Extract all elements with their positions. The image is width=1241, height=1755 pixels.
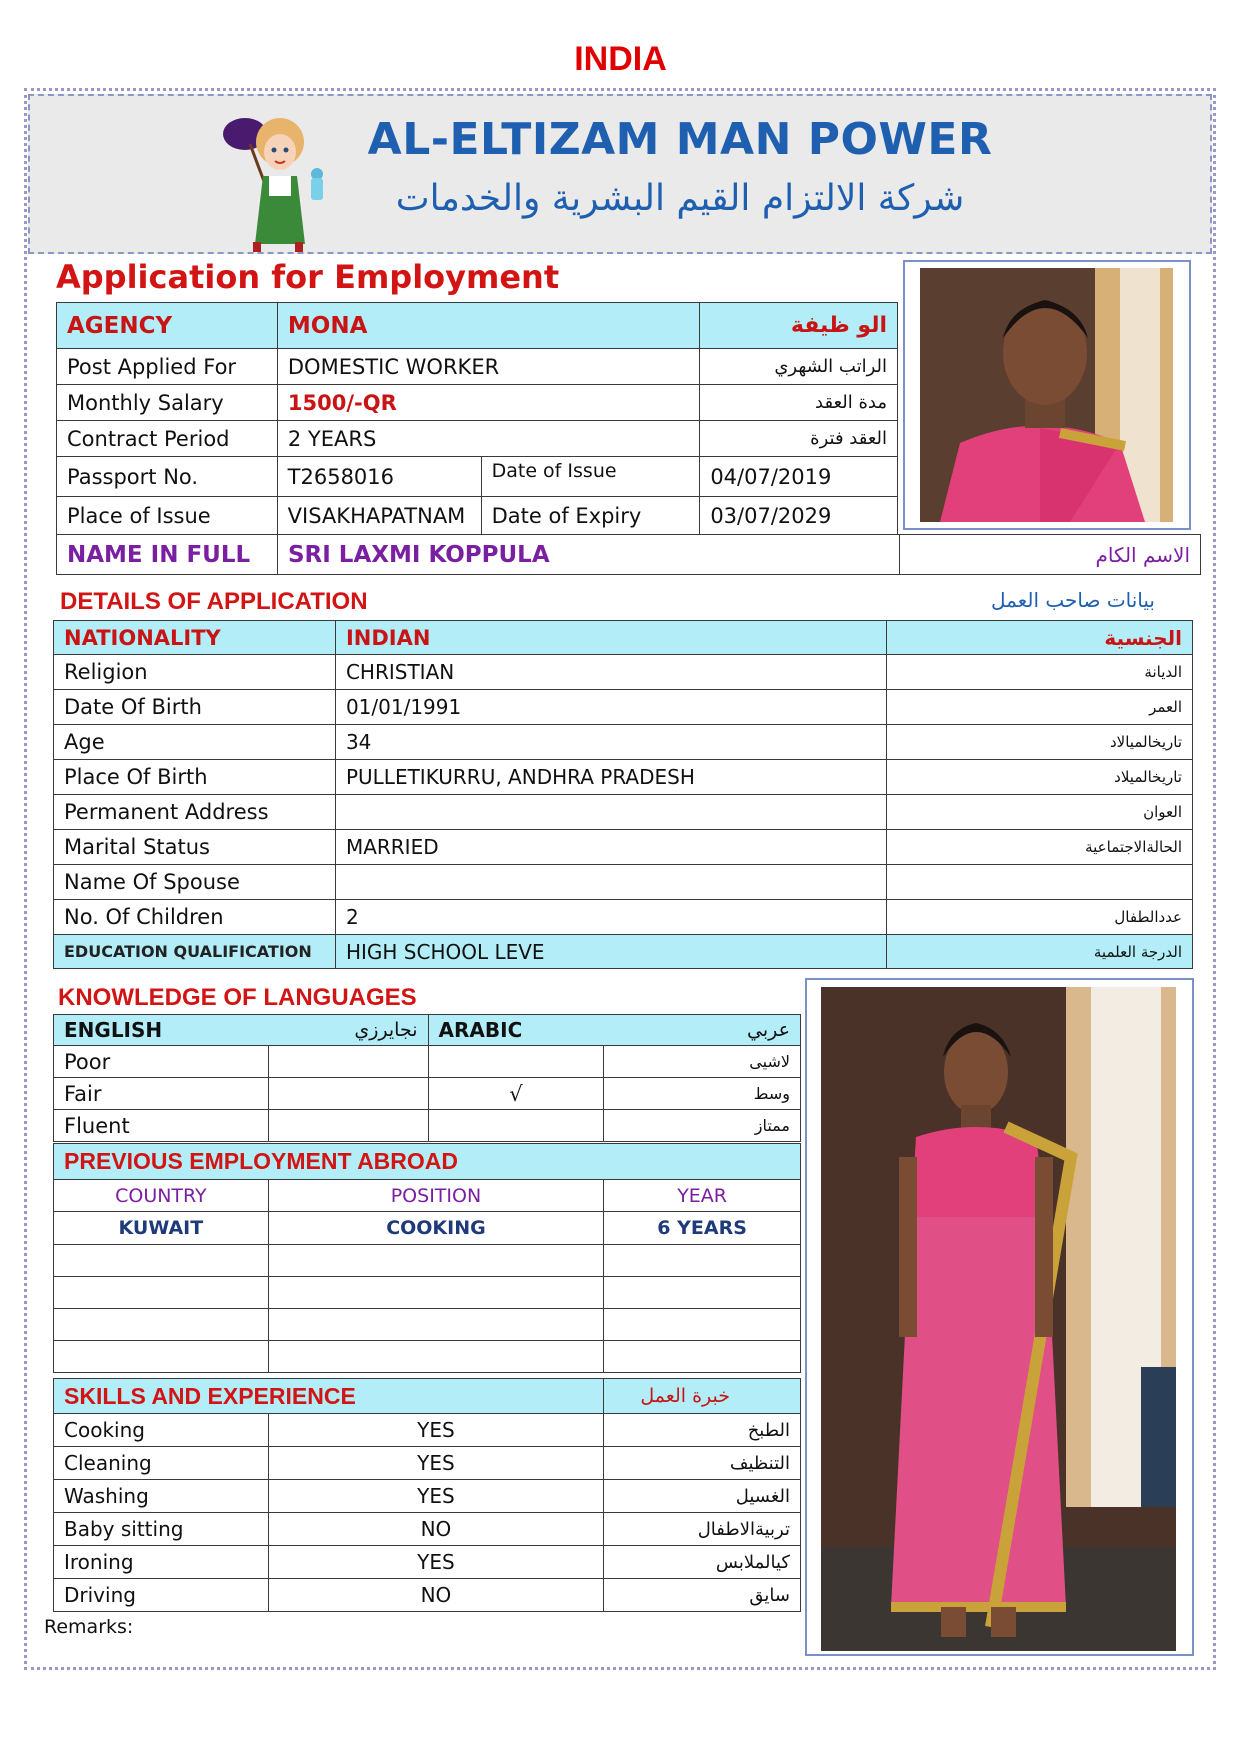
details-title: DETAILS OF APPLICATION (60, 588, 368, 615)
col-position: POSITION (268, 1180, 603, 1212)
skill-baby-sitting: Baby sitting (54, 1513, 269, 1546)
expiry-date-value: 03/07/2029 (700, 497, 898, 535)
skill-cleaning-value: YES (268, 1447, 603, 1480)
fluent-english (268, 1110, 428, 1142)
prev-empty-cell (604, 1341, 801, 1373)
previous-employment-table (53, 1143, 801, 1373)
prev-empty-cell (268, 1341, 603, 1373)
skill-driving-value: NO (268, 1579, 603, 1612)
issue-date-value: 04/07/2019 (700, 457, 898, 497)
pob-ar: تاريخالميلاد (887, 760, 1193, 795)
pob-label: Place Of Birth (54, 760, 336, 795)
skills-title: SKILLS AND EXPERIENCE (54, 1379, 604, 1414)
fair-ar: وسط (604, 1078, 801, 1110)
prev-empty-cell (54, 1277, 269, 1309)
religion-label: Religion (54, 655, 336, 690)
name-label: NAME IN FULL (57, 535, 278, 575)
religion-value: CHRISTIAN (335, 655, 887, 690)
fair-arabic-check: √ (428, 1078, 604, 1110)
post-ar: الراتب الشهري (700, 349, 898, 385)
level-fluent: Fluent (54, 1110, 269, 1142)
prev-empty-cell (54, 1245, 269, 1277)
fair-english (268, 1078, 428, 1110)
prev-country: KUWAIT (54, 1212, 269, 1245)
dob-label: Date Of Birth (54, 690, 336, 725)
skill-ironing-value: YES (268, 1546, 603, 1579)
post-value: DOMESTIC WORKER (277, 349, 699, 385)
dob-ar: العمر (887, 690, 1193, 725)
age-value: 34 (335, 725, 887, 760)
prev-position: COOKING (268, 1212, 603, 1245)
age-ar: تاريخالميالاد (887, 725, 1193, 760)
children-value: 2 (335, 900, 887, 935)
name-value: SRI LAXMI KOPPULA (277, 535, 899, 575)
dob-value: 01/01/1991 (335, 690, 887, 725)
skill-baby-sitting-ar: تربيةالاطفال (604, 1513, 801, 1546)
languages-title: KNOWLEDGE OF LANGUAGES (58, 984, 417, 1011)
col-year: YEAR (604, 1180, 801, 1212)
languages-table (53, 1014, 801, 1142)
skills-title-ar: خبرة العمل (604, 1379, 801, 1414)
skill-driving: Driving (54, 1579, 269, 1612)
applicant-info-table (56, 302, 898, 457)
education-ar: الدرجة العلمية (887, 935, 1193, 969)
prev-empty-cell (54, 1341, 269, 1373)
previous-employment-title: PREVIOUS EMPLOYMENT ABROAD (54, 1144, 801, 1180)
application-title: Application for Employment (56, 258, 560, 296)
religion-ar: الديانة (887, 655, 1193, 690)
skill-ironing: Ironing (54, 1546, 269, 1579)
passport-table (56, 456, 898, 535)
poor-english (268, 1046, 428, 1078)
contract-value: 2 YEARS (277, 421, 699, 457)
skill-cooking-value: YES (268, 1414, 603, 1447)
contract-label: Contract Period (57, 421, 278, 457)
education-label: EDUCATION QUALIFICATION (54, 935, 336, 969)
spouse-label: Name Of Spouse (54, 865, 336, 900)
prev-empty-cell (268, 1309, 603, 1341)
full-body-photo (821, 987, 1176, 1651)
skills-table (53, 1378, 801, 1612)
prev-empty-cell (604, 1309, 801, 1341)
passport-label: Passport No. (57, 457, 278, 497)
english-heading: ENGLISH (54, 1015, 269, 1046)
post-label: Post Applied For (57, 349, 278, 385)
spouse-ar (887, 865, 1193, 900)
agency-value: MONA (277, 303, 699, 349)
level-poor: Poor (54, 1046, 269, 1078)
prev-empty-cell (604, 1245, 801, 1277)
remarks-label: Remarks: (44, 1616, 134, 1638)
poor-ar: لاشيى (604, 1046, 801, 1078)
skill-cleaning-ar: التنظيف (604, 1447, 801, 1480)
age-label: Age (54, 725, 336, 760)
prev-year: 6 YEARS (604, 1212, 801, 1245)
nationality-label: NATIONALITY (54, 621, 336, 655)
skill-driving-ar: سايق (604, 1579, 801, 1612)
prev-empty-cell (268, 1277, 603, 1309)
children-label: No. Of Children (54, 900, 336, 935)
skill-ironing-ar: كيالملابس (604, 1546, 801, 1579)
skill-washing-ar: الغسيل (604, 1480, 801, 1513)
english-heading-ar: نجايرزي (268, 1015, 428, 1046)
maid-logo (205, 104, 345, 254)
salary-ar: مدة العقد (700, 385, 898, 421)
fluent-arabic (428, 1110, 604, 1142)
marital-label: Marital Status (54, 830, 336, 865)
address-value (335, 795, 887, 830)
address-ar: العوان (887, 795, 1193, 830)
salary-label: Monthly Salary (57, 385, 278, 421)
place-issue-value: VISAKHAPATNAM (277, 497, 481, 535)
pob-value: PULLETIKURRU, ANDHRA PRADESH (335, 760, 887, 795)
skill-cleaning: Cleaning (54, 1447, 269, 1480)
children-ar: عددالطفال (887, 900, 1193, 935)
poor-arabic (428, 1046, 604, 1078)
level-fair: Fair (54, 1078, 269, 1110)
nationality-ar: الجنسية (887, 621, 1193, 655)
skill-baby-sitting-value: NO (268, 1513, 603, 1546)
contract-ar: العقد فترة (700, 421, 898, 457)
fluent-ar: ممتاز (604, 1110, 801, 1142)
portrait-photo (920, 268, 1173, 522)
skill-cooking: Cooking (54, 1414, 269, 1447)
country-heading: INDIA (574, 40, 667, 78)
name-ar: الاسم الكام (900, 535, 1201, 575)
address-label: Permanent Address (54, 795, 336, 830)
company-name-en: AL-ELTIZAM MAN POWER (367, 114, 993, 165)
prev-empty-cell (54, 1309, 269, 1341)
skill-washing: Washing (54, 1480, 269, 1513)
company-name-ar: شركة الالتزام القيم البشرية والخدمات (395, 178, 965, 219)
details-title-ar: بيانات صاحب العمل (991, 588, 1155, 612)
arabic-heading: ARABIC (428, 1015, 604, 1046)
nationality-value: INDIAN (335, 621, 887, 655)
education-value: HIGH SCHOOL LEVE (335, 935, 887, 969)
skill-cooking-ar: الطبخ (604, 1414, 801, 1447)
agency-label: AGENCY (57, 303, 278, 349)
expiry-date-label: Date of Expiry (481, 497, 700, 535)
passport-value: T2658016 (277, 457, 481, 497)
place-issue-label: Place of Issue (57, 497, 278, 535)
details-table (53, 620, 1193, 969)
issue-date-label: Date of Issue (481, 457, 700, 497)
spouse-value (335, 865, 887, 900)
name-table (56, 534, 1201, 575)
prev-empty-cell (268, 1245, 603, 1277)
marital-ar: الحالةالاجتماعية (887, 830, 1193, 865)
arabic-heading-ar: عربي (604, 1015, 801, 1046)
agency-ar: الو ظيفة (700, 303, 898, 349)
salary-value: 1500/-QR (277, 385, 699, 421)
prev-empty-cell (604, 1277, 801, 1309)
col-country: COUNTRY (54, 1180, 269, 1212)
marital-value: MARRIED (335, 830, 887, 865)
skill-washing-value: YES (268, 1480, 603, 1513)
